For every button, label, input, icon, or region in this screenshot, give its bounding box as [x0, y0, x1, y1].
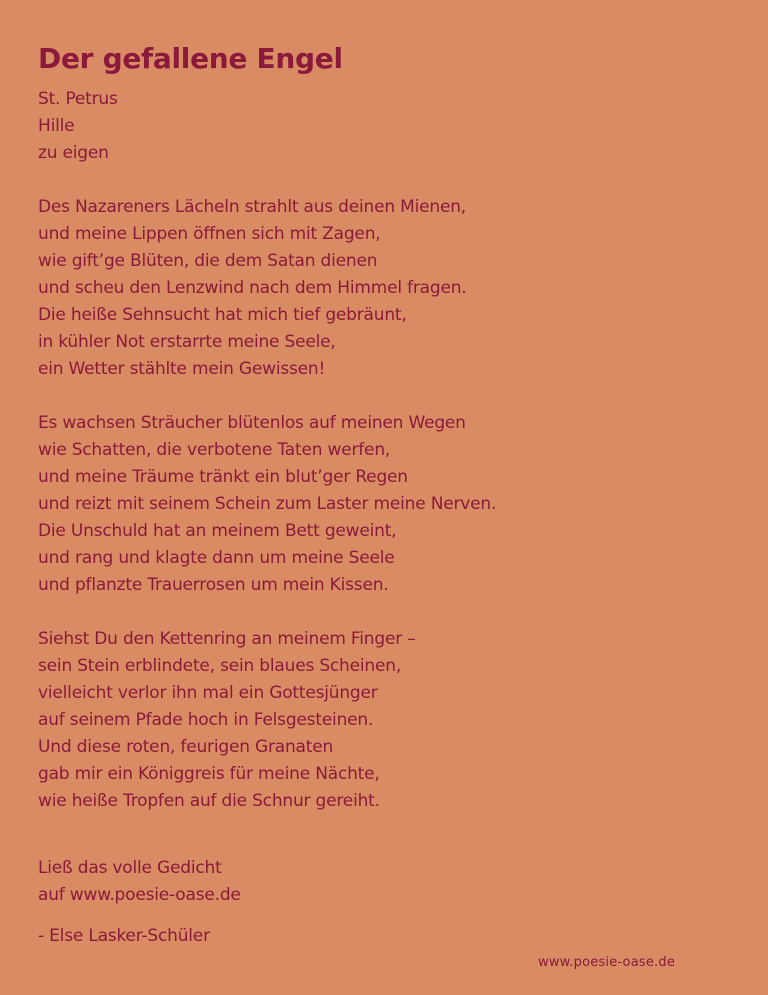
verse-line: Siehst Du den Kettenring an meinem Finger –	[38, 629, 416, 649]
verse-line: und scheu den Lenzwind nach dem Himmel fragen.	[38, 278, 467, 298]
read-more-line: auf www.poesie-oase.de	[38, 885, 241, 905]
spacer	[38, 599, 728, 626]
verse-line: sein Stein erblindete, sein blaues Scheinen,	[38, 656, 402, 676]
verse-line: und pflanzte Trauerrosen um mein Kissen.	[38, 575, 389, 595]
verse-line: und meine Träume tränkt ein blut’ger Regen	[38, 467, 408, 487]
dedication-line: Hille	[38, 116, 75, 136]
stanza-1	[38, 194, 728, 383]
spacer	[38, 167, 728, 194]
verse-line: und meine Lippen öffnen sich mit Zagen,	[38, 224, 381, 244]
verse-line: gab mir ein Königgreis für meine Nächte,	[38, 764, 380, 784]
footer-url: www.poesie-oase.de	[538, 955, 676, 970]
spacer	[38, 383, 728, 410]
verse-line: ein Wetter stählte mein Gewissen!	[38, 359, 326, 379]
dedication-line: zu eigen	[38, 143, 109, 163]
read-more	[38, 855, 728, 909]
verse-line: Die heiße Sehnsucht hat mich tief gebräunt,	[38, 305, 407, 325]
spacer	[38, 815, 728, 855]
read-more-line: Ließ das volle Gedicht	[38, 858, 222, 878]
verse-line: Und diese roten, feurigen Granaten	[38, 737, 334, 757]
verse-line: und reizt mit seinem Schein zum Laster meine Nerven.	[38, 494, 497, 514]
verse-line: wie gift’ge Blüten, die dem Satan dienen	[38, 251, 378, 271]
verse-line: vielleicht verlor ihn mal ein Gottesjünger	[38, 683, 378, 703]
poem-title: Der gefallene Engel	[38, 42, 343, 75]
dedication	[38, 86, 728, 167]
dedication-line: St. Petrus	[38, 89, 118, 109]
verse-line: wie Schatten, die verbotene Taten werfen,	[38, 440, 391, 460]
verse-line: Es wachsen Sträucher blütenlos auf meinen Wegen	[38, 413, 466, 433]
verse-line: Des Nazareners Lächeln strahlt aus deinen Mienen,	[38, 197, 467, 217]
verse-line: in kühler Not erstarrte meine Seele,	[38, 332, 336, 352]
stanza-2	[38, 410, 728, 599]
stanza-3	[38, 626, 728, 815]
verse-line: Die Unschuld hat an meinem Bett geweint,	[38, 521, 397, 541]
verse-line: wie heiße Tropfen auf die Schnur gereiht.	[38, 791, 380, 811]
author-name: - Else Lasker-Schüler	[38, 926, 210, 946]
poem-document	[38, 40, 728, 950]
verse-line: und rang und klagte dann um meine Seele	[38, 548, 395, 568]
spacer	[38, 909, 728, 923]
verse-line: auf seinem Pfade hoch in Felsgesteinen.	[38, 710, 374, 730]
